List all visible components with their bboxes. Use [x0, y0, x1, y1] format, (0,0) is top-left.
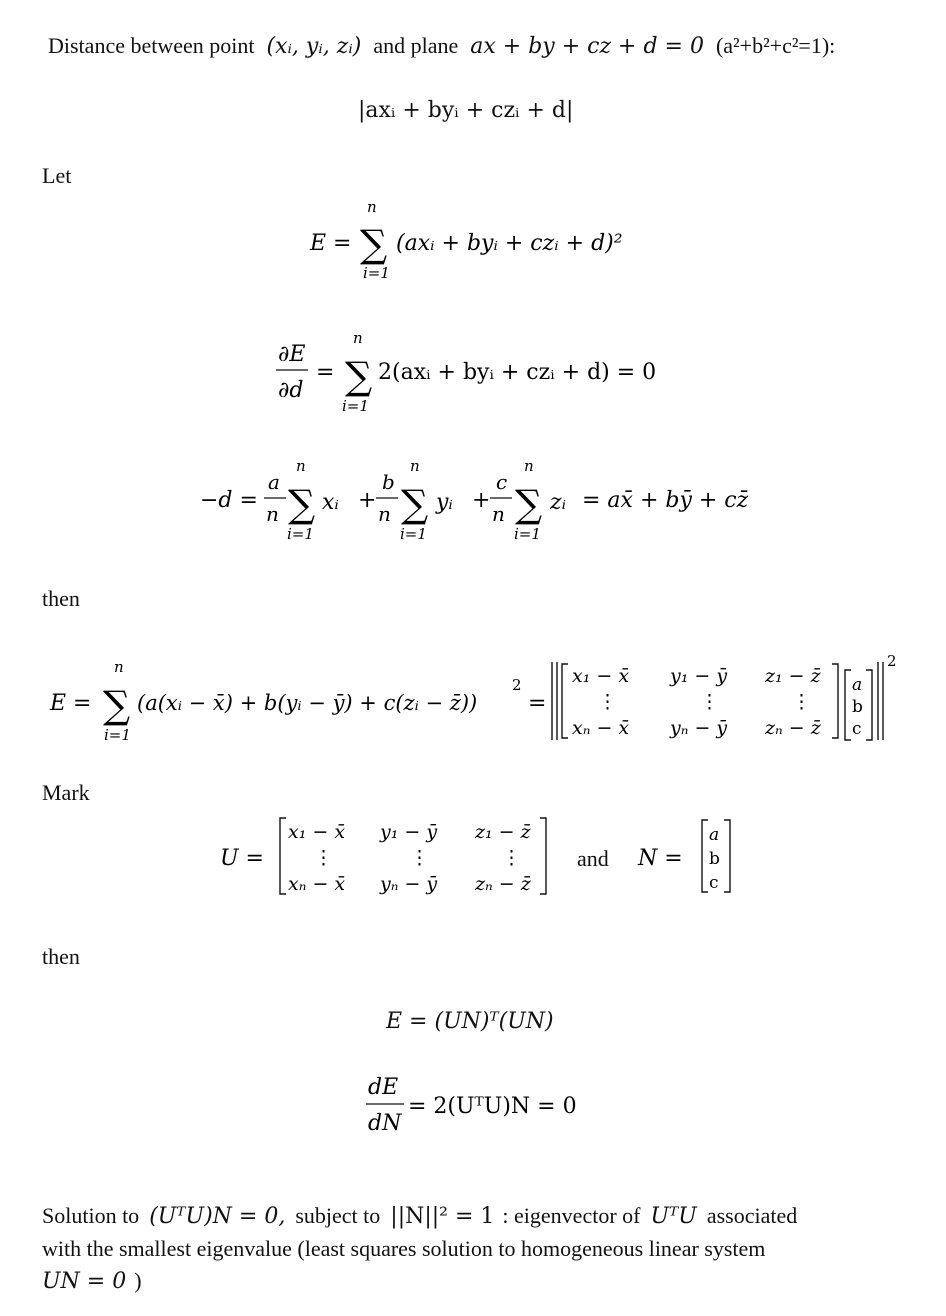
- solution-math: (UᵀU)N = 0,: [149, 1204, 286, 1229]
- sum-lower: i=1: [342, 397, 369, 415]
- vector-b: b: [709, 849, 720, 869]
- square-exponent: 2: [512, 676, 522, 694]
- header-mid: and plane: [373, 33, 459, 58]
- label-then-2: then: [42, 944, 80, 969]
- frac-c: c: [496, 470, 508, 494]
- E-body: (axᵢ + byᵢ + czᵢ + d)²: [396, 231, 623, 256]
- sum-lower: i=1: [287, 525, 314, 543]
- E-lhs: E =: [50, 691, 92, 716]
- solution-text: Solution to: [42, 1203, 140, 1228]
- equation-N-definition: [630, 810, 740, 900]
- frac-n: n: [266, 502, 279, 526]
- sigma-symbol: ∑: [288, 482, 316, 526]
- sum-upper: n: [524, 457, 534, 475]
- vector-c: c: [852, 719, 862, 739]
- sum-lower: i=1: [400, 525, 427, 543]
- sigma-symbol: ∑: [401, 482, 429, 526]
- U-lhs: U =: [220, 846, 264, 871]
- equation-dE-dd: [268, 325, 688, 420]
- matrix-cell: z₁ − z̄: [475, 821, 531, 843]
- solution-math: ||N||² = 1: [390, 1204, 495, 1229]
- neg-d-rhs: = ax̄ + bȳ + cz̄: [582, 488, 749, 513]
- matrix-cell: xₙ − x̄: [572, 717, 630, 739]
- dE-dd-body: 2(axᵢ + byᵢ + czᵢ + d) = 0: [378, 360, 657, 385]
- frac-den: ∂d: [278, 378, 304, 403]
- matrix-cell: xₙ − x̄: [288, 873, 346, 895]
- z-i: zᵢ: [550, 490, 567, 515]
- matrix-cell: y₁ − ȳ: [380, 821, 438, 843]
- vector-a: a: [852, 675, 863, 695]
- frac-a: a: [268, 470, 280, 494]
- sigma-symbol: ∑: [515, 482, 543, 526]
- distance-formula: |axᵢ + byᵢ + czᵢ + d|: [358, 98, 574, 123]
- matrix-cell: ⋮: [314, 847, 333, 869]
- solution-text: ): [134, 1268, 142, 1293]
- matrix-cell: x₁ − x̄: [572, 665, 630, 687]
- sum-upper: n: [353, 329, 363, 347]
- sum-lower: i=1: [363, 264, 390, 282]
- matrix-cell: zₙ − z̄: [765, 717, 821, 739]
- vector-b: b: [852, 697, 863, 717]
- frac-n: n: [378, 502, 391, 526]
- E-lhs: E =: [310, 231, 352, 256]
- frac-num: ∂E: [278, 342, 306, 367]
- N-lhs: N =: [638, 846, 683, 871]
- vector-a: a: [709, 825, 720, 845]
- plus: +: [472, 488, 491, 513]
- sum-upper: n: [410, 457, 420, 475]
- x-i: xᵢ: [322, 490, 339, 515]
- solution-text: : eigenvector of: [502, 1203, 641, 1228]
- label-and: and: [577, 846, 609, 871]
- header-prefix: Distance between point: [48, 33, 255, 58]
- matrix-cell: ⋮: [502, 847, 521, 869]
- equals: =: [316, 360, 335, 385]
- constraint: (a²+b²+c²=1):: [715, 33, 836, 58]
- norm-square: 2: [887, 652, 897, 670]
- neg-d-lhs: −d =: [200, 488, 258, 513]
- solution-line-1: [42, 1203, 797, 1229]
- sum-lower: i=1: [104, 726, 131, 744]
- equals: =: [528, 691, 547, 716]
- equation-E-UN: E = (UN)ᵀ(UN): [386, 1009, 554, 1034]
- sigma-symbol: ∑: [345, 354, 373, 398]
- header-line: [48, 33, 835, 59]
- dE-dN-rhs: = 2(UᵀU)N = 0: [408, 1094, 577, 1119]
- equation-dE-dN: [360, 1068, 620, 1138]
- equation-neg-d: [190, 455, 770, 550]
- sum-lower: i=1: [514, 525, 541, 543]
- matrix-cell: zₙ − z̄: [475, 873, 531, 895]
- solution-math: UᵀU: [650, 1204, 697, 1229]
- solution-line-2: with the smallest eigenvalue (least squares solution to homogeneous linear system: [42, 1236, 766, 1261]
- solution-math: UN = 0: [42, 1269, 127, 1294]
- matrix-cell: x₁ − x̄: [288, 821, 346, 843]
- label-mark: Mark: [42, 780, 90, 805]
- sigma-symbol: ∑: [103, 683, 131, 727]
- matrix-cell: y₁ − ȳ: [670, 665, 728, 687]
- expanded-body: (a(xᵢ − x̄) + b(yᵢ − ȳ) + c(zᵢ − z̄)): [137, 691, 478, 715]
- equation-U-definition: [210, 810, 550, 900]
- matrix-cell: yₙ − ȳ: [670, 717, 728, 739]
- solution-line-3: [42, 1268, 142, 1294]
- equation-E-definition: [300, 190, 660, 285]
- plus: +: [358, 488, 377, 513]
- matrix-cell: yₙ − ȳ: [380, 873, 438, 895]
- plane-equation: ax + by + cz + d = 0: [470, 34, 704, 59]
- vector-c: c: [709, 873, 719, 893]
- matrix-cell: z₁ − z̄: [765, 665, 821, 687]
- frac-num: dE: [368, 1075, 399, 1100]
- point-notation: (xᵢ, yᵢ, zᵢ): [266, 34, 362, 59]
- y-i: yᵢ: [436, 490, 453, 515]
- matrix-cell: ⋮: [792, 691, 811, 713]
- matrix-cell: ⋮: [598, 691, 617, 713]
- frac-b: b: [382, 470, 395, 494]
- label-let: Let: [42, 163, 72, 188]
- label-then-1: then: [42, 586, 80, 611]
- matrix-cell: ⋮: [700, 691, 719, 713]
- frac-den: dN: [368, 1111, 402, 1136]
- matrix-cell: ⋮: [410, 847, 429, 869]
- frac-n: n: [492, 502, 505, 526]
- sum-upper: n: [114, 658, 124, 676]
- sum-upper: n: [296, 457, 306, 475]
- equation-E-expanded: [40, 640, 920, 755]
- sum-upper: n: [367, 198, 377, 216]
- solution-text: subject to: [295, 1203, 381, 1228]
- sigma-symbol: ∑: [360, 222, 388, 266]
- solution-text: associated: [706, 1203, 798, 1228]
